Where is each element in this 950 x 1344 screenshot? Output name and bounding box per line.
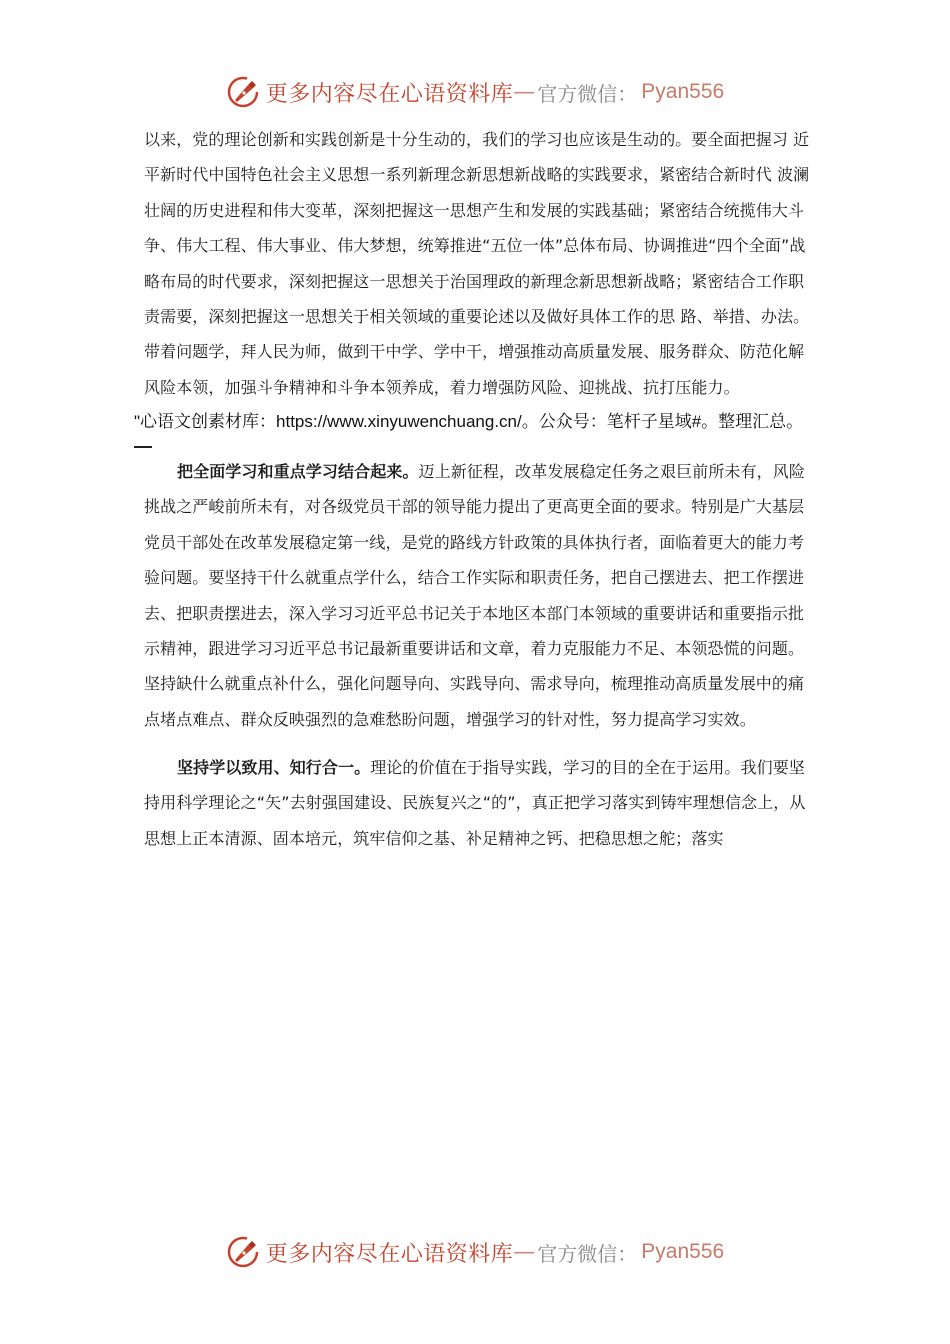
source-line: "心语文创素材库：https://www.xinyuwenchuang.cn/。公众号：笔杆子星域#。整理汇总。 — [134, 412, 804, 431]
banner-title: 更多内容尽在心语资料库 — [265, 81, 514, 107]
footer-banner-title: 更多内容尽在心语资料库 — [265, 1241, 514, 1267]
footer-banner-contact-id: Pyan556 — [641, 1240, 725, 1263]
header-banner — [0, 72, 950, 112]
pen-nib-logo-icon — [226, 75, 260, 109]
paragraph-2-body: 迈上新征程，改革发展稳定任务之艰巨前所未有，风险挑战之严峻前所未有，对各级党员干部的领导能力提出了更高更全面的要求。特别是广大基层党员干部处在改革发展稳定第一线，是党的路线方针政策的具体执行者，面临着更大的能力考验问题。要坚持干什么就重点学什么，结合工作实际和职责任务，把自己摆进去、把工作摆进去、把职责摆进去，深入学习习近平总书记关于本地区本部门本领域的重要讲话和重要指示批示精神，跟进学习习近平总书记最新重要讲话和文章，着力克服能力不足、本领恐慌的问题。坚持缺什么就重点补什么，强化问题导向、实践导向、需求导向，梳理推动高质量发展中的痛点堵点难点、群众反映强烈的急难愁盼问题，增强学习的针对性，努力提高学习实效。 — [144, 462, 805, 729]
paragraph-2 — [144, 454, 816, 737]
paragraph-2-text — [144, 454, 816, 737]
banner-dash: — — [513, 79, 536, 105]
banner-contact-label: 官方微信： — [537, 81, 638, 106]
banner-contact-id: Pyan556 — [641, 80, 725, 103]
source-dash-divider — [134, 446, 152, 448]
paragraph-3-text — [144, 750, 816, 856]
paragraph-2-lead: 把全面学习和重点学习结合起来。 — [177, 462, 419, 481]
paragraph-3-lead: 坚持学以致用、知行合一。 — [177, 758, 371, 777]
footer-banner-dash: — — [513, 1239, 536, 1265]
footer-banner — [0, 1232, 950, 1272]
paragraph-3-body: 理论的价值在于指导实践，学习的目的全在于运用。我们要坚持用科学理论之“矢”去射强国建设、民族复兴之“的”，真正把学习落实到铸牢理想信念上，从思想上正本清源、固本培元，筑牢信仰之基、补足精神之钙、把稳思想之舵；落实 — [144, 758, 806, 848]
pen-nib-logo-icon — [226, 1235, 260, 1269]
paragraph-3 — [144, 750, 816, 856]
footer-banner-contact-label: 官方微信： — [537, 1241, 638, 1266]
paragraph-1 — [144, 122, 816, 405]
paragraph-1-text: 以来，党的理论创新和实践创新是十分生动的，我们的学习也应该是生动的。要全面把握习 近平新时代中国特色社会主义思想一系列新理念新思想新战略的实践要求，紧密结合新时代 波澜壮阔的历史进程和伟大变革，深刻把握这一思想产生和发展的实践基础；紧密结合统揽伟大斗争、伟大工程、伟大事业、伟大梦想，统筹推进“五位一体”总体布局、协调推进“四个全面”战略布局的时代要求，深刻把握这一思想关于治国理政的新理念新思想新战略；紧密结合工作职责需要，深刻把握这一思想关于相关领域的重要论述以及做好具体工作的思 路、举措、办法。带着问题学，拜人民为师，做到干中学、学中干，增强推动高质量发展、服务群众、防范化解风险本领，加强斗争精神和斗争本领养成，着力增强防风险、迎挑战、抗打压能力。 — [144, 130, 810, 397]
